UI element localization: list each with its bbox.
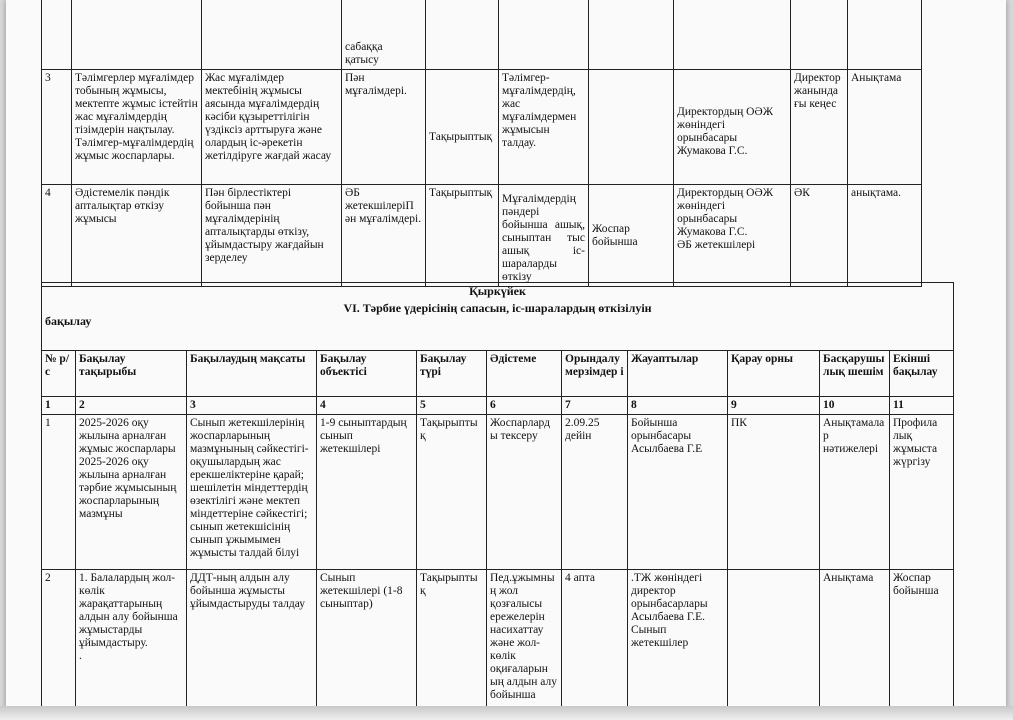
column-number: 6 xyxy=(487,396,562,414)
column-number: 5 xyxy=(417,396,487,414)
column-number: 10 xyxy=(820,396,890,414)
management-decision: анықтама. xyxy=(848,185,922,287)
column-number: 2 xyxy=(76,396,187,414)
deadline: 2.09.25 дейін xyxy=(562,414,628,569)
control-topic: Әдістемелік пәндік апталықтар өткізу жұмысы xyxy=(72,185,202,287)
control-purpose: Жас мұғалімдер мектебінің жұмысы аясында мұғалімдердің кәсіби құзыреттілігін үздіксіз арттыруға және олардың іс-әрекетін жетілдіруге жағдай жасау xyxy=(202,70,342,185)
section-title-row xyxy=(42,300,954,350)
control-object: ӘБ жетекшілеріП ән мұғалімдері. xyxy=(342,185,426,287)
responsible: Директордың ОӘЖ жөніндегі орынбасары Жумакова Г.С. xyxy=(674,70,791,185)
review-place: ПК xyxy=(728,414,820,569)
scanner-edge xyxy=(0,706,1013,720)
table-row xyxy=(42,70,922,185)
second-control: Профила лық жұмыста жүргізу xyxy=(890,414,954,569)
management-decision: Анықтамала р нәтижелері xyxy=(820,414,890,569)
column-header: Бақылау түрі xyxy=(417,350,487,396)
control-object: Сынып жетекшілері (1-8 сыныптар) xyxy=(317,569,417,712)
section-title: VI. Тәрбие үдерісінің сапасын, іс-шаралардың өткізілуін xyxy=(343,301,652,315)
second-control: Жоспар бойынша xyxy=(890,569,954,712)
management-decision: Анықтама xyxy=(848,70,922,185)
document-page xyxy=(6,0,1006,712)
deadline: Жоспар бойынша xyxy=(589,185,674,287)
control-object: Пән мұғалімдері. xyxy=(342,70,426,185)
review-place: ӘК xyxy=(791,185,848,287)
control-type: Тақырыпты қ xyxy=(417,414,487,569)
column-number: 3 xyxy=(187,396,317,414)
column-header: Екінші бақылау xyxy=(890,350,954,396)
table-row xyxy=(42,0,922,70)
column-header: Бақылау тақырыбы xyxy=(76,350,187,396)
column-number: 9 xyxy=(728,396,820,414)
table-row xyxy=(42,185,922,287)
column-number: 4 xyxy=(317,396,417,414)
column-number: 7 xyxy=(562,396,628,414)
row-number: 4 xyxy=(42,185,72,287)
table-row xyxy=(42,414,954,569)
column-header: Басқарушы лық шешім xyxy=(820,350,890,396)
column-header: Бақылаудың мақсаты xyxy=(187,350,317,396)
table-row xyxy=(42,569,954,712)
row-number: 3 xyxy=(42,70,72,185)
responsible: .ТЖ жөніндегі директор орынбасарлары Асылбаева Г.Е. Сынып жетекшілер xyxy=(628,569,728,712)
month-label: Қыркүйек xyxy=(42,283,954,301)
control-method: Жоспарлард ы тексеру xyxy=(487,414,562,569)
month-row xyxy=(42,283,954,301)
row-number: 1 xyxy=(42,414,76,569)
header-row xyxy=(42,350,954,396)
column-header: Әдістеме xyxy=(487,350,562,396)
control-purpose: Сынып жетекшілерінің жоспарларының мазмұнының сәйкестігі-оқушылардың жас ерекшеліктеріне қарай; шешілетін міндеттердің өзектілігі және мектеп міндеттеріне сәйкестігі; сынып жетекшісінің сынып ұжымымен жұмысты талдай білуі xyxy=(187,414,317,569)
review-place: Директор жанында ғы кеңес xyxy=(791,70,848,185)
column-header: Орындалу мерзімдер і xyxy=(562,350,628,396)
row-number: 2 xyxy=(42,569,76,712)
control-topic: 2025-2026 оқу жылына арналған жұмыс жоспарлары 2025-2026 оқу жылына арналған тәрбие жұмысының жоспарларының мазмұны xyxy=(76,414,187,569)
control-purpose: ДДТ-ның алдын алу бойынша жұмысты ұйымдастыруды талдау xyxy=(187,569,317,712)
management-decision: Анықтама xyxy=(820,569,890,712)
column-number: 1 xyxy=(42,396,76,414)
control-method: Пед.ұжымны ң жол қозғалысы ережелерін насихаттау және жол-көлік оқиғаларын ың алдын алу бойынша xyxy=(487,569,562,712)
column-header: Қарау орны xyxy=(728,350,820,396)
deadline: 4 апта xyxy=(562,569,628,712)
control-type: Тақырыптық xyxy=(426,185,499,287)
column-number: 11 xyxy=(890,396,954,414)
column-number-row xyxy=(42,396,954,414)
control-method: Тәлімгер- мұғалімдердің, жас мұғалімдермен жұмысын талдау. xyxy=(499,70,589,185)
control-plan-table-top xyxy=(41,0,922,287)
control-topic: Тәлімгерлер мұғалімдер тобының жұмысы, мектепте жұмыс істейтін жас мұғалімдердің тізімдерін нақтылау. Тәлімгер-мұғалімдердің жұмыс жоспарлары. xyxy=(72,70,202,185)
review-place xyxy=(728,569,820,712)
table-cell: сабаққа қатысу xyxy=(342,0,426,70)
deadline xyxy=(589,70,674,185)
control-type: Тақырыпты қ xyxy=(417,569,487,712)
control-type: Тақырыптық xyxy=(426,70,499,185)
control-purpose: Пән бірлестіктері бойынша пән мұғалімдерінің апталықтарды өткізу, ұйымдастыру жағдайын зерделеу xyxy=(202,185,342,287)
column-header: Бақылау объектісі xyxy=(317,350,417,396)
column-number: 8 xyxy=(628,396,728,414)
control-topic: 1. Балалардың жол-көлік жарақаттарының алдын алу бойынша жұмыстарды ұйымдастыру. . xyxy=(76,569,187,712)
section-title-continuation: бақылау xyxy=(45,314,92,328)
column-header: № р/с xyxy=(42,350,76,396)
responsible: Директордың ОӘЖ жөніндегі орынбасары Жумакова Г.С. ӘБ жетекшілері xyxy=(674,185,791,287)
control-method: Мұғалімдердің пәндері бойынша ашық, сыныптан тыс ашық іс-шараларды өткізу xyxy=(499,185,589,287)
column-header: Жауаптылар xyxy=(628,350,728,396)
control-plan-table-section-vi xyxy=(41,282,954,712)
control-object: 1-9 сыныптардың сынып жетекшілері xyxy=(317,414,417,569)
responsible: Бойынша орынбасары Асылбаева Г.Е xyxy=(628,414,728,569)
